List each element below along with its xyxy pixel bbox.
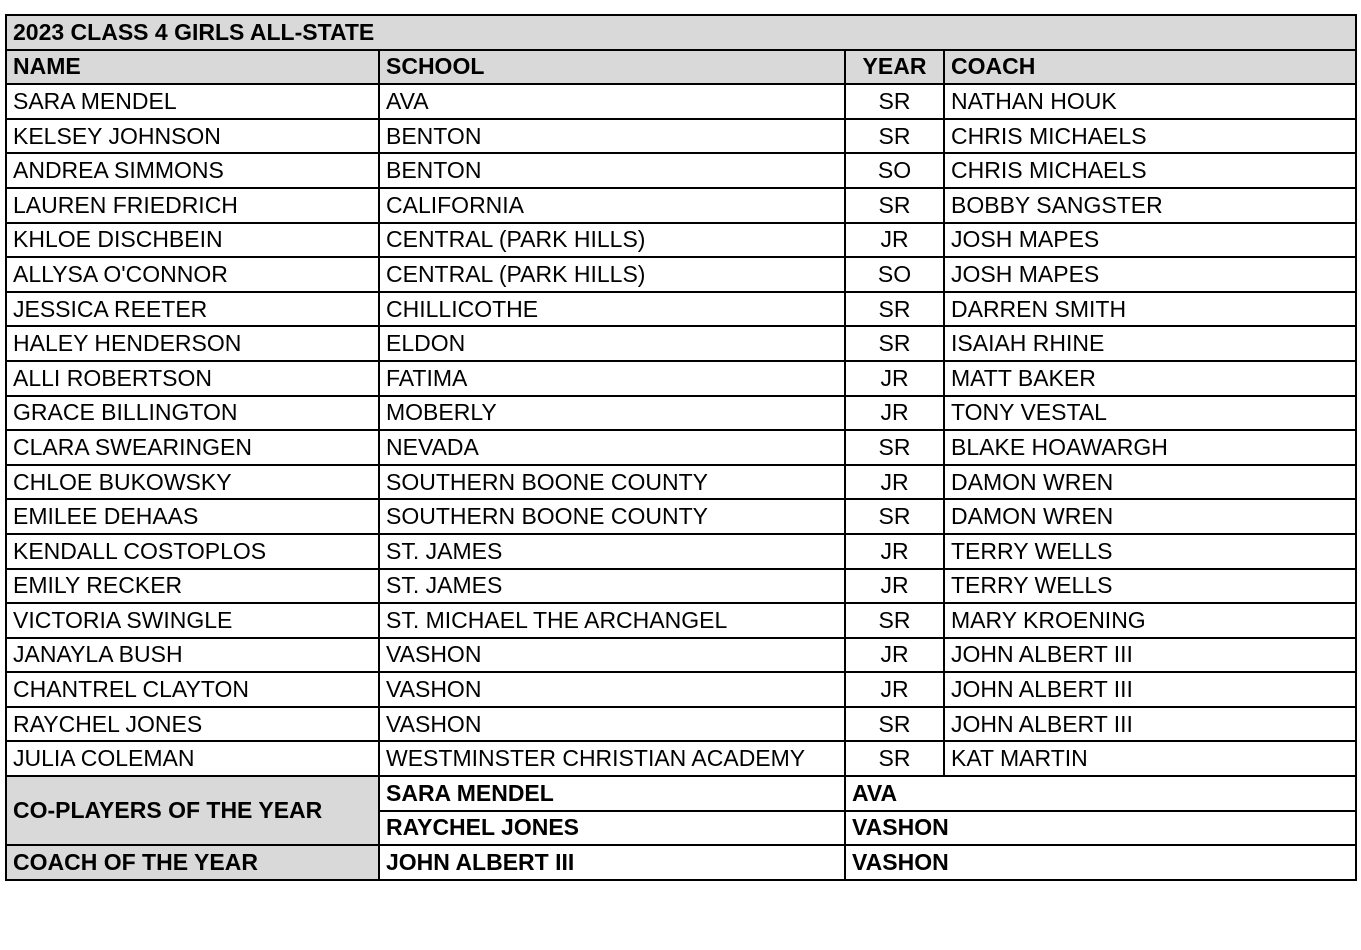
player-coach: CHRIS MICHAELS <box>944 119 1356 154</box>
player-coach: JOSH MAPES <box>944 257 1356 292</box>
player-school: SOUTHERN BOONE COUNTY <box>379 465 845 500</box>
player-year: JR <box>845 534 944 569</box>
table-row <box>6 188 1356 223</box>
player-name: CHLOE BUKOWSKY <box>6 465 379 500</box>
player-year: JR <box>845 396 944 431</box>
table-row <box>6 153 1356 188</box>
table-row <box>6 119 1356 154</box>
co-player-school: AVA <box>845 776 1356 811</box>
player-school: ST. JAMES <box>379 569 845 604</box>
player-coach: NATHAN HOUK <box>944 84 1356 119</box>
coach-of-year-school: VASHON <box>845 845 1356 880</box>
table-row <box>6 569 1356 604</box>
player-school: ST. JAMES <box>379 534 845 569</box>
table-row <box>6 603 1356 638</box>
player-school: MOBERLY <box>379 396 845 431</box>
table-row <box>6 257 1356 292</box>
co-player-school: VASHON <box>845 811 1356 846</box>
player-school: VASHON <box>379 638 845 673</box>
table-row <box>6 534 1356 569</box>
player-school: ELDON <box>379 326 845 361</box>
player-school: NEVADA <box>379 430 845 465</box>
player-name: LAUREN FRIEDRICH <box>6 188 379 223</box>
player-school: SOUTHERN BOONE COUNTY <box>379 499 845 534</box>
all-state-table <box>5 14 1357 881</box>
player-coach: JOHN ALBERT III <box>944 707 1356 742</box>
player-school: BENTON <box>379 119 845 154</box>
player-school: VASHON <box>379 707 845 742</box>
player-year: SR <box>845 430 944 465</box>
player-name: GRACE BILLINGTON <box>6 396 379 431</box>
player-year: SR <box>845 188 944 223</box>
player-coach: TONY VESTAL <box>944 396 1356 431</box>
player-year: JR <box>845 672 944 707</box>
co-player-row-1 <box>6 776 1356 811</box>
player-year: SR <box>845 84 944 119</box>
player-name: VICTORIA SWINGLE <box>6 603 379 638</box>
player-coach: JOHN ALBERT III <box>944 638 1356 673</box>
player-coach: DAMON WREN <box>944 465 1356 500</box>
player-coach: TERRY WELLS <box>944 569 1356 604</box>
player-name: JESSICA REETER <box>6 292 379 327</box>
player-year: SR <box>845 119 944 154</box>
table-row <box>6 326 1356 361</box>
player-year: SR <box>845 499 944 534</box>
table-row <box>6 465 1356 500</box>
table-title: 2023 CLASS 4 GIRLS ALL-STATE <box>6 15 1356 50</box>
player-name: SARA MENDEL <box>6 84 379 119</box>
player-year: SR <box>845 603 944 638</box>
header-coach: COACH <box>944 50 1356 85</box>
player-coach: JOHN ALBERT III <box>944 672 1356 707</box>
player-year: SO <box>845 153 944 188</box>
player-name: CLARA SWEARINGEN <box>6 430 379 465</box>
player-year: SR <box>845 707 944 742</box>
player-coach: MATT BAKER <box>944 361 1356 396</box>
table-row <box>6 361 1356 396</box>
player-name: RAYCHEL JONES <box>6 707 379 742</box>
player-coach: BLAKE HOAWARGH <box>944 430 1356 465</box>
player-coach: KAT MARTIN <box>944 741 1356 776</box>
player-coach: ISAIAH RHINE <box>944 326 1356 361</box>
co-player-name: SARA MENDEL <box>379 776 845 811</box>
player-name: JULIA COLEMAN <box>6 741 379 776</box>
player-name: ALLYSA O'CONNOR <box>6 257 379 292</box>
co-players-label: CO-PLAYERS OF THE YEAR <box>6 776 379 845</box>
player-school: FATIMA <box>379 361 845 396</box>
coach-of-year-row <box>6 845 1356 880</box>
coach-of-year-label: COACH OF THE YEAR <box>6 845 379 880</box>
coach-of-year-name: JOHN ALBERT III <box>379 845 845 880</box>
table-row <box>6 396 1356 431</box>
header-school: SCHOOL <box>379 50 845 85</box>
header-year: YEAR <box>845 50 944 85</box>
player-coach: MARY KROENING <box>944 603 1356 638</box>
player-school: CENTRAL (PARK HILLS) <box>379 223 845 258</box>
table-row <box>6 672 1356 707</box>
player-coach: DAMON WREN <box>944 499 1356 534</box>
co-player-name: RAYCHEL JONES <box>379 811 845 846</box>
player-year: SR <box>845 741 944 776</box>
player-year: JR <box>845 465 944 500</box>
player-school: WESTMINSTER CHRISTIAN ACADEMY <box>379 741 845 776</box>
player-name: JANAYLA BUSH <box>6 638 379 673</box>
table-row <box>6 292 1356 327</box>
player-name: EMILEE DEHAAS <box>6 499 379 534</box>
player-name: ALLI ROBERTSON <box>6 361 379 396</box>
player-name: ANDREA SIMMONS <box>6 153 379 188</box>
table-row <box>6 499 1356 534</box>
player-name: KHLOE DISCHBEIN <box>6 223 379 258</box>
header-row <box>6 50 1356 85</box>
player-coach: JOSH MAPES <box>944 223 1356 258</box>
player-name: HALEY HENDERSON <box>6 326 379 361</box>
player-year: SR <box>845 292 944 327</box>
player-school: CHILLICOTHE <box>379 292 845 327</box>
player-year: JR <box>845 361 944 396</box>
player-year: SR <box>845 326 944 361</box>
player-name: CHANTREL CLAYTON <box>6 672 379 707</box>
player-coach: TERRY WELLS <box>944 534 1356 569</box>
table-row <box>6 707 1356 742</box>
player-school: BENTON <box>379 153 845 188</box>
title-row <box>6 15 1356 50</box>
table-row <box>6 638 1356 673</box>
player-year: JR <box>845 638 944 673</box>
player-name: EMILY RECKER <box>6 569 379 604</box>
awards-section <box>6 776 1356 880</box>
player-year: JR <box>845 569 944 604</box>
table-row <box>6 741 1356 776</box>
player-name: KENDALL COSTOPLOS <box>6 534 379 569</box>
player-school: AVA <box>379 84 845 119</box>
player-year: SO <box>845 257 944 292</box>
player-coach: DARREN SMITH <box>944 292 1356 327</box>
player-rows <box>6 84 1356 776</box>
player-school: VASHON <box>379 672 845 707</box>
header-name: NAME <box>6 50 379 85</box>
player-coach: BOBBY SANGSTER <box>944 188 1356 223</box>
player-coach: CHRIS MICHAELS <box>944 153 1356 188</box>
table-row <box>6 223 1356 258</box>
player-school: CENTRAL (PARK HILLS) <box>379 257 845 292</box>
table-row <box>6 430 1356 465</box>
player-school: CALIFORNIA <box>379 188 845 223</box>
player-name: KELSEY JOHNSON <box>6 119 379 154</box>
player-year: JR <box>845 223 944 258</box>
table-row <box>6 84 1356 119</box>
player-school: ST. MICHAEL THE ARCHANGEL <box>379 603 845 638</box>
